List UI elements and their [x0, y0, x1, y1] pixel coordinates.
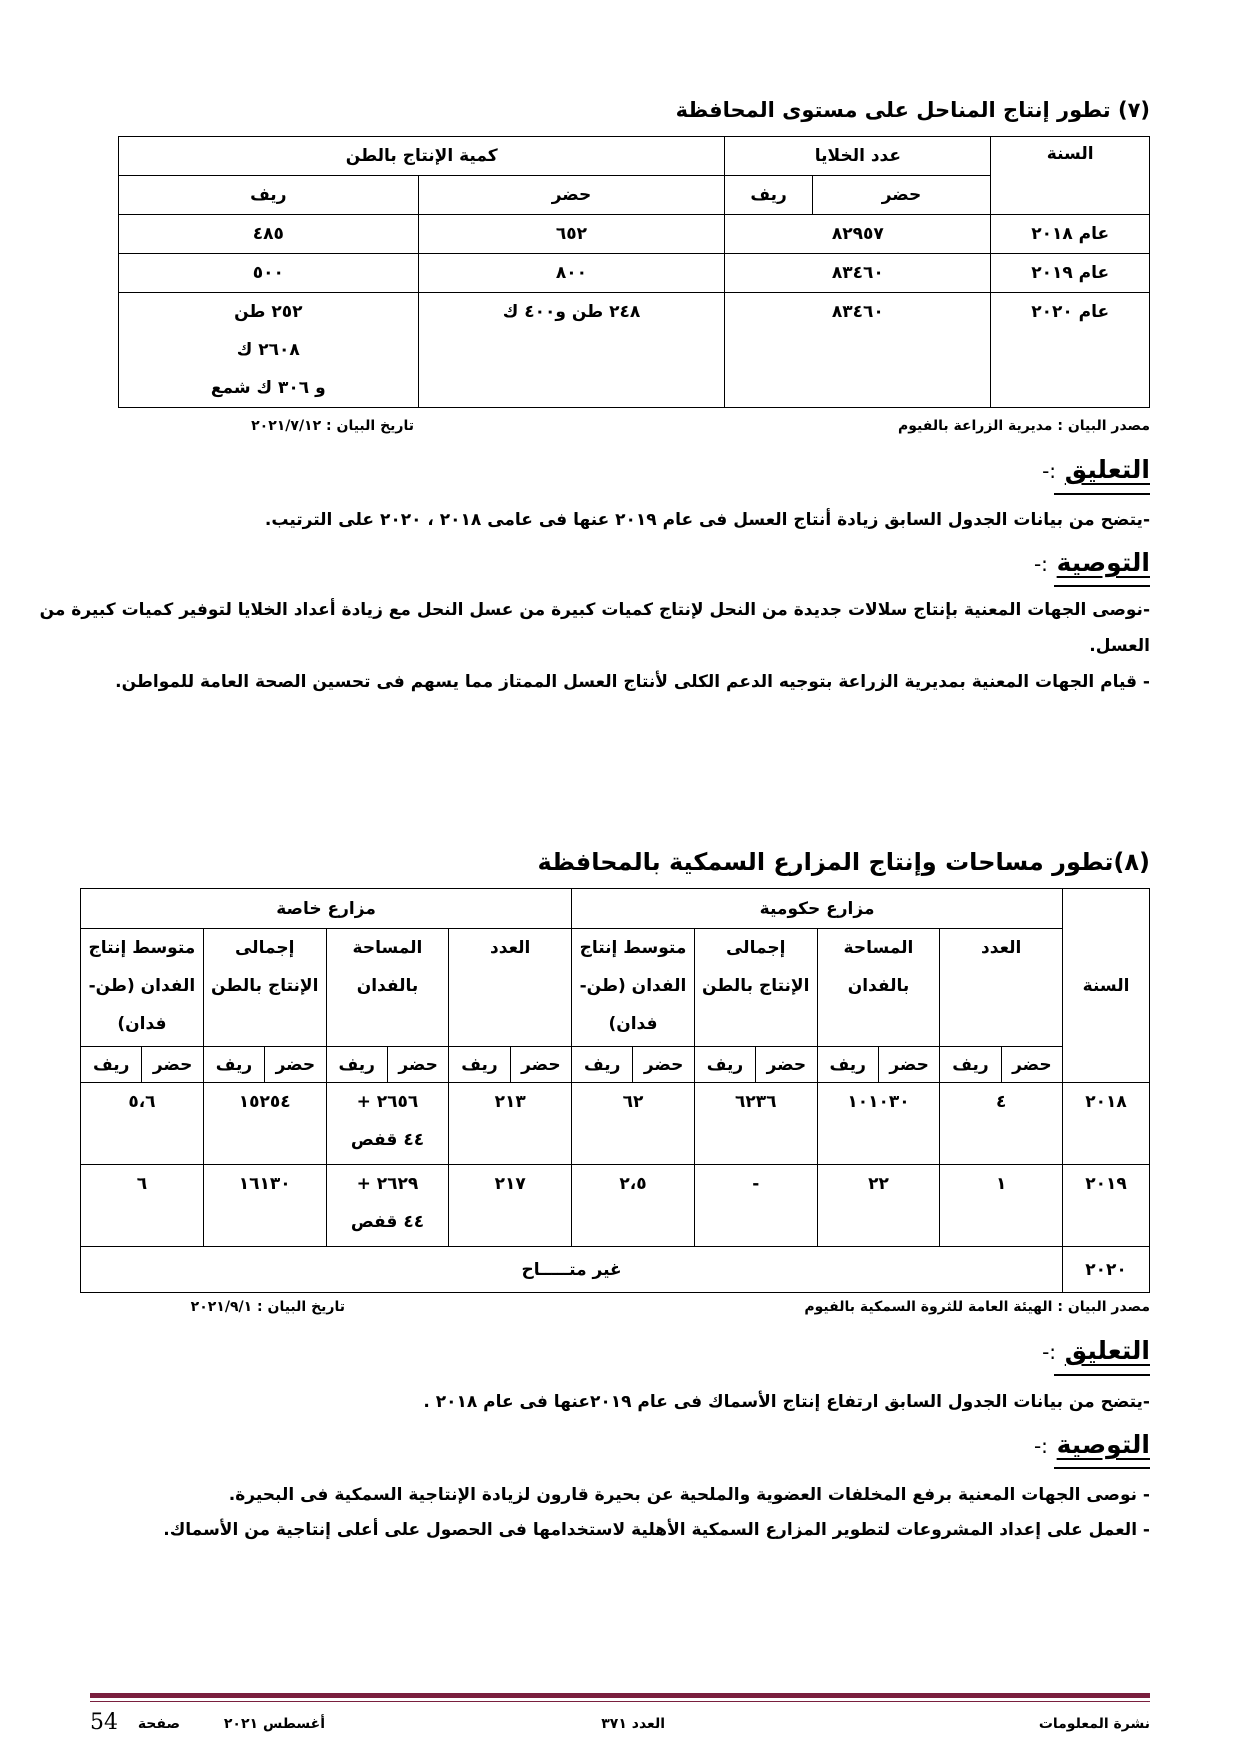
footer-publication: نشرة المعلومات: [1038, 1716, 1150, 1732]
sub-rural: ريف: [203, 1047, 264, 1083]
cells-cell: ٨٣٤٦٠: [725, 293, 991, 408]
rural-cell: [119, 293, 419, 408]
gov-total-cell: -: [694, 1165, 817, 1247]
gov-total-cell: ٦٢٣٦: [694, 1083, 817, 1165]
table8-title: (٨)تطور مساحات وإنتاج المزارع السمكية بالمحافظة: [537, 848, 1150, 876]
sub-rural: ريف: [694, 1047, 755, 1083]
footer-rule: [90, 1693, 1150, 1698]
private-avg-cell: ٥،٦: [81, 1083, 204, 1165]
gov-number-cell: ٤: [940, 1083, 1063, 1165]
gov-avg-cell: ٦٢: [572, 1083, 695, 1165]
sub-urban: حضر: [878, 1047, 939, 1083]
rural-line: ٢٦٠٨ ك: [236, 340, 300, 360]
sub-urban: حضر: [812, 176, 991, 215]
sub-urban: حضر: [142, 1047, 203, 1083]
table7-title: (٧) تطور إنتاج المناحل على مستوى المحافظة: [675, 98, 1150, 122]
col-gov-area: المساحة بالفدان: [817, 929, 940, 1047]
private-number-cell: ٢١٣: [449, 1083, 572, 1165]
table-row: [81, 1165, 1150, 1247]
sub-rural: ريف: [326, 1047, 387, 1083]
year-cell: ٢٠١٩: [1063, 1165, 1150, 1247]
heading-underline: [1054, 493, 1150, 495]
sub-rural: ريف: [119, 176, 419, 215]
table-row: [119, 215, 1150, 254]
year-cell: عام ٢٠١٨: [991, 215, 1150, 254]
col-private-number: العدد: [449, 929, 572, 1047]
table8-date: تاريخ البيان : ٢٠٢١/٩/١: [190, 1299, 345, 1315]
sub-urban: حضر: [510, 1047, 571, 1083]
heading-underline: [1054, 1467, 1150, 1469]
rural-line: و ٣٠٦ ك شمع: [210, 378, 326, 398]
table8-source: مصدر البيان : الهيئة العامة للثروة السمكية بالفيوم: [804, 1299, 1150, 1315]
sub-rural: ريف: [572, 1047, 633, 1083]
col-gov-avg: متوسط إنتاج الفدان (طن- فدان): [572, 929, 695, 1047]
header-private-farms: مزارع خاصة: [81, 889, 572, 929]
col-private-area: المساحة بالفدان: [326, 929, 449, 1047]
private-total-cell: ١٥٢٥٤: [203, 1083, 326, 1165]
table-row: [81, 1247, 1150, 1293]
year-cell: عام ٢٠٢٠: [991, 293, 1150, 408]
heading-underline: [1054, 1374, 1150, 1376]
year-cell: ٢٠١٨: [1063, 1083, 1150, 1165]
private-avg-cell: ٦: [81, 1165, 204, 1247]
sub-urban: حضر: [633, 1047, 694, 1083]
urban-cell: ٦٥٢: [418, 215, 725, 254]
sub-urban: حضر: [387, 1047, 448, 1083]
gov-area-cell: ١٠١٠٣٠: [817, 1083, 940, 1165]
col-private-avg: متوسط إنتاج الفدان (طن- فدان): [81, 929, 204, 1047]
sub-rural: ريف: [940, 1047, 1001, 1083]
col-gov-total: إجمالى الإنتاج بالطن: [694, 929, 817, 1047]
sub-rural: ريف: [817, 1047, 878, 1083]
table-row: [119, 254, 1150, 293]
sub-urban: حضر: [418, 176, 725, 215]
header-cells: عدد الخلايا: [725, 137, 991, 176]
gov-number-cell: ١: [940, 1165, 1063, 1247]
year-cell: عام ٢٠١٩: [991, 254, 1150, 293]
sub-urban: حضر: [265, 1047, 326, 1083]
header-year: السنة: [1063, 889, 1150, 1083]
sub-rural: ريف: [81, 1047, 142, 1083]
year-cell: ٢٠٢٠: [1063, 1247, 1150, 1293]
footer-page-label: صفحة: [137, 1716, 180, 1732]
heading-underline: [1054, 585, 1150, 587]
table7-beekeeping: [118, 136, 1150, 408]
sub-rural: ريف: [449, 1047, 510, 1083]
comment-heading: التعليق :-: [1042, 455, 1150, 484]
table-row: [81, 1083, 1150, 1165]
not-available-cell: غير متـــــاح: [81, 1247, 1063, 1293]
col-private-total: إجمالى الإنتاج بالطن: [203, 929, 326, 1047]
col-gov-number: العدد: [940, 929, 1063, 1047]
recommendation-text: -نوصى الجهات المعنية بإنتاج سلالات جديدة من النحل لإنتاج كميات كبيرة من عسل النحل مع زيادة أعداد الخلايا لتوفير كميات كبيرة من: [39, 600, 1150, 620]
recommendation-text: - نوصى الجهات المعنية برفع المخلفات العضوية والملحية عن بحيرة قارون لزيادة الإنتاجية السمكية فى البحيرة.: [228, 1485, 1150, 1505]
sub-urban: حضر: [1001, 1047, 1062, 1083]
cells-cell: ٨٣٤٦٠: [725, 254, 991, 293]
footer-rule-thin: [90, 1701, 1150, 1702]
comment-text: -يتضح من بيانات الجدول السابق زيادة أنتاج العسل فى عام ٢٠١٩ عنها فى عامى ٢٠١٨ ، ٢٠٢٠ على الترتيب.: [264, 510, 1150, 530]
header-production: كمية الإنتاج بالطن: [119, 137, 725, 176]
footer-date: أغسطس ٢٠٢١: [223, 1716, 325, 1732]
private-area-cell: ٢٦٥٦ + ٤٤ قفص: [326, 1083, 449, 1165]
gov-area-cell: ٢٢: [817, 1165, 940, 1247]
cells-cell: ٨٢٩٥٧: [725, 215, 991, 254]
rural-line: ٢٥٢ طن: [234, 302, 303, 322]
sub-rural: ريف: [725, 176, 812, 215]
rural-cell: ٥٠٠: [119, 254, 419, 293]
header-year: السنة: [991, 137, 1150, 215]
comment-heading: التعليق :-: [1042, 1336, 1150, 1365]
comment-text: -يتضح من بيانات الجدول السابق ارتفاع إنتاج الأسماك فى عام ٢٠١٩عنها فى عام ٢٠١٨ .: [423, 1392, 1150, 1412]
table-row: [119, 293, 1150, 408]
footer-page-number: 54: [90, 1710, 118, 1735]
private-number-cell: ٢١٧: [449, 1165, 572, 1247]
table7-source: مصدر البيان : مديرية الزراعة بالفيوم: [897, 418, 1150, 434]
urban-cell: ٨٠٠: [418, 254, 725, 293]
header-government-farms: مزارع حكومية: [572, 889, 1063, 929]
recommendation-heading: التوصية :-: [1033, 1430, 1150, 1459]
urban-cell: ٢٤٨ طن و٤٠٠ ك: [418, 293, 725, 408]
table7-date: تاريخ البيان : ٢٠٢١/٧/١٢: [251, 418, 414, 434]
private-total-cell: ١٦١٣٠: [203, 1165, 326, 1247]
private-area-cell: ٢٦٢٩ + ٤٤ قفص: [326, 1165, 449, 1247]
gov-avg-cell: ٢،٥: [572, 1165, 695, 1247]
recommendation-heading: التوصية :-: [1033, 548, 1150, 577]
rural-cell: ٤٨٥: [119, 215, 419, 254]
recommendation-text-2: - العمل على إعداد المشروعات لتطوير المزارع السمكية الأهلية لاستخدامها فى الحصول على أعلى إنتاجية من الأسماك.: [163, 1520, 1150, 1540]
recommendation-text-2: - قيام الجهات المعنية بمديرية الزراعة بتوجيه الدعم الكلى لأنتاج العسل الممتاز مما يسهم فى تحسين الصحة العامة للمواطن.: [115, 672, 1150, 692]
sub-urban: حضر: [756, 1047, 817, 1083]
table8-fish-farms: [80, 888, 1150, 1293]
recommendation-text-cont: العسل.: [1089, 636, 1150, 656]
footer-issue: العدد ٣٧١: [601, 1716, 665, 1732]
